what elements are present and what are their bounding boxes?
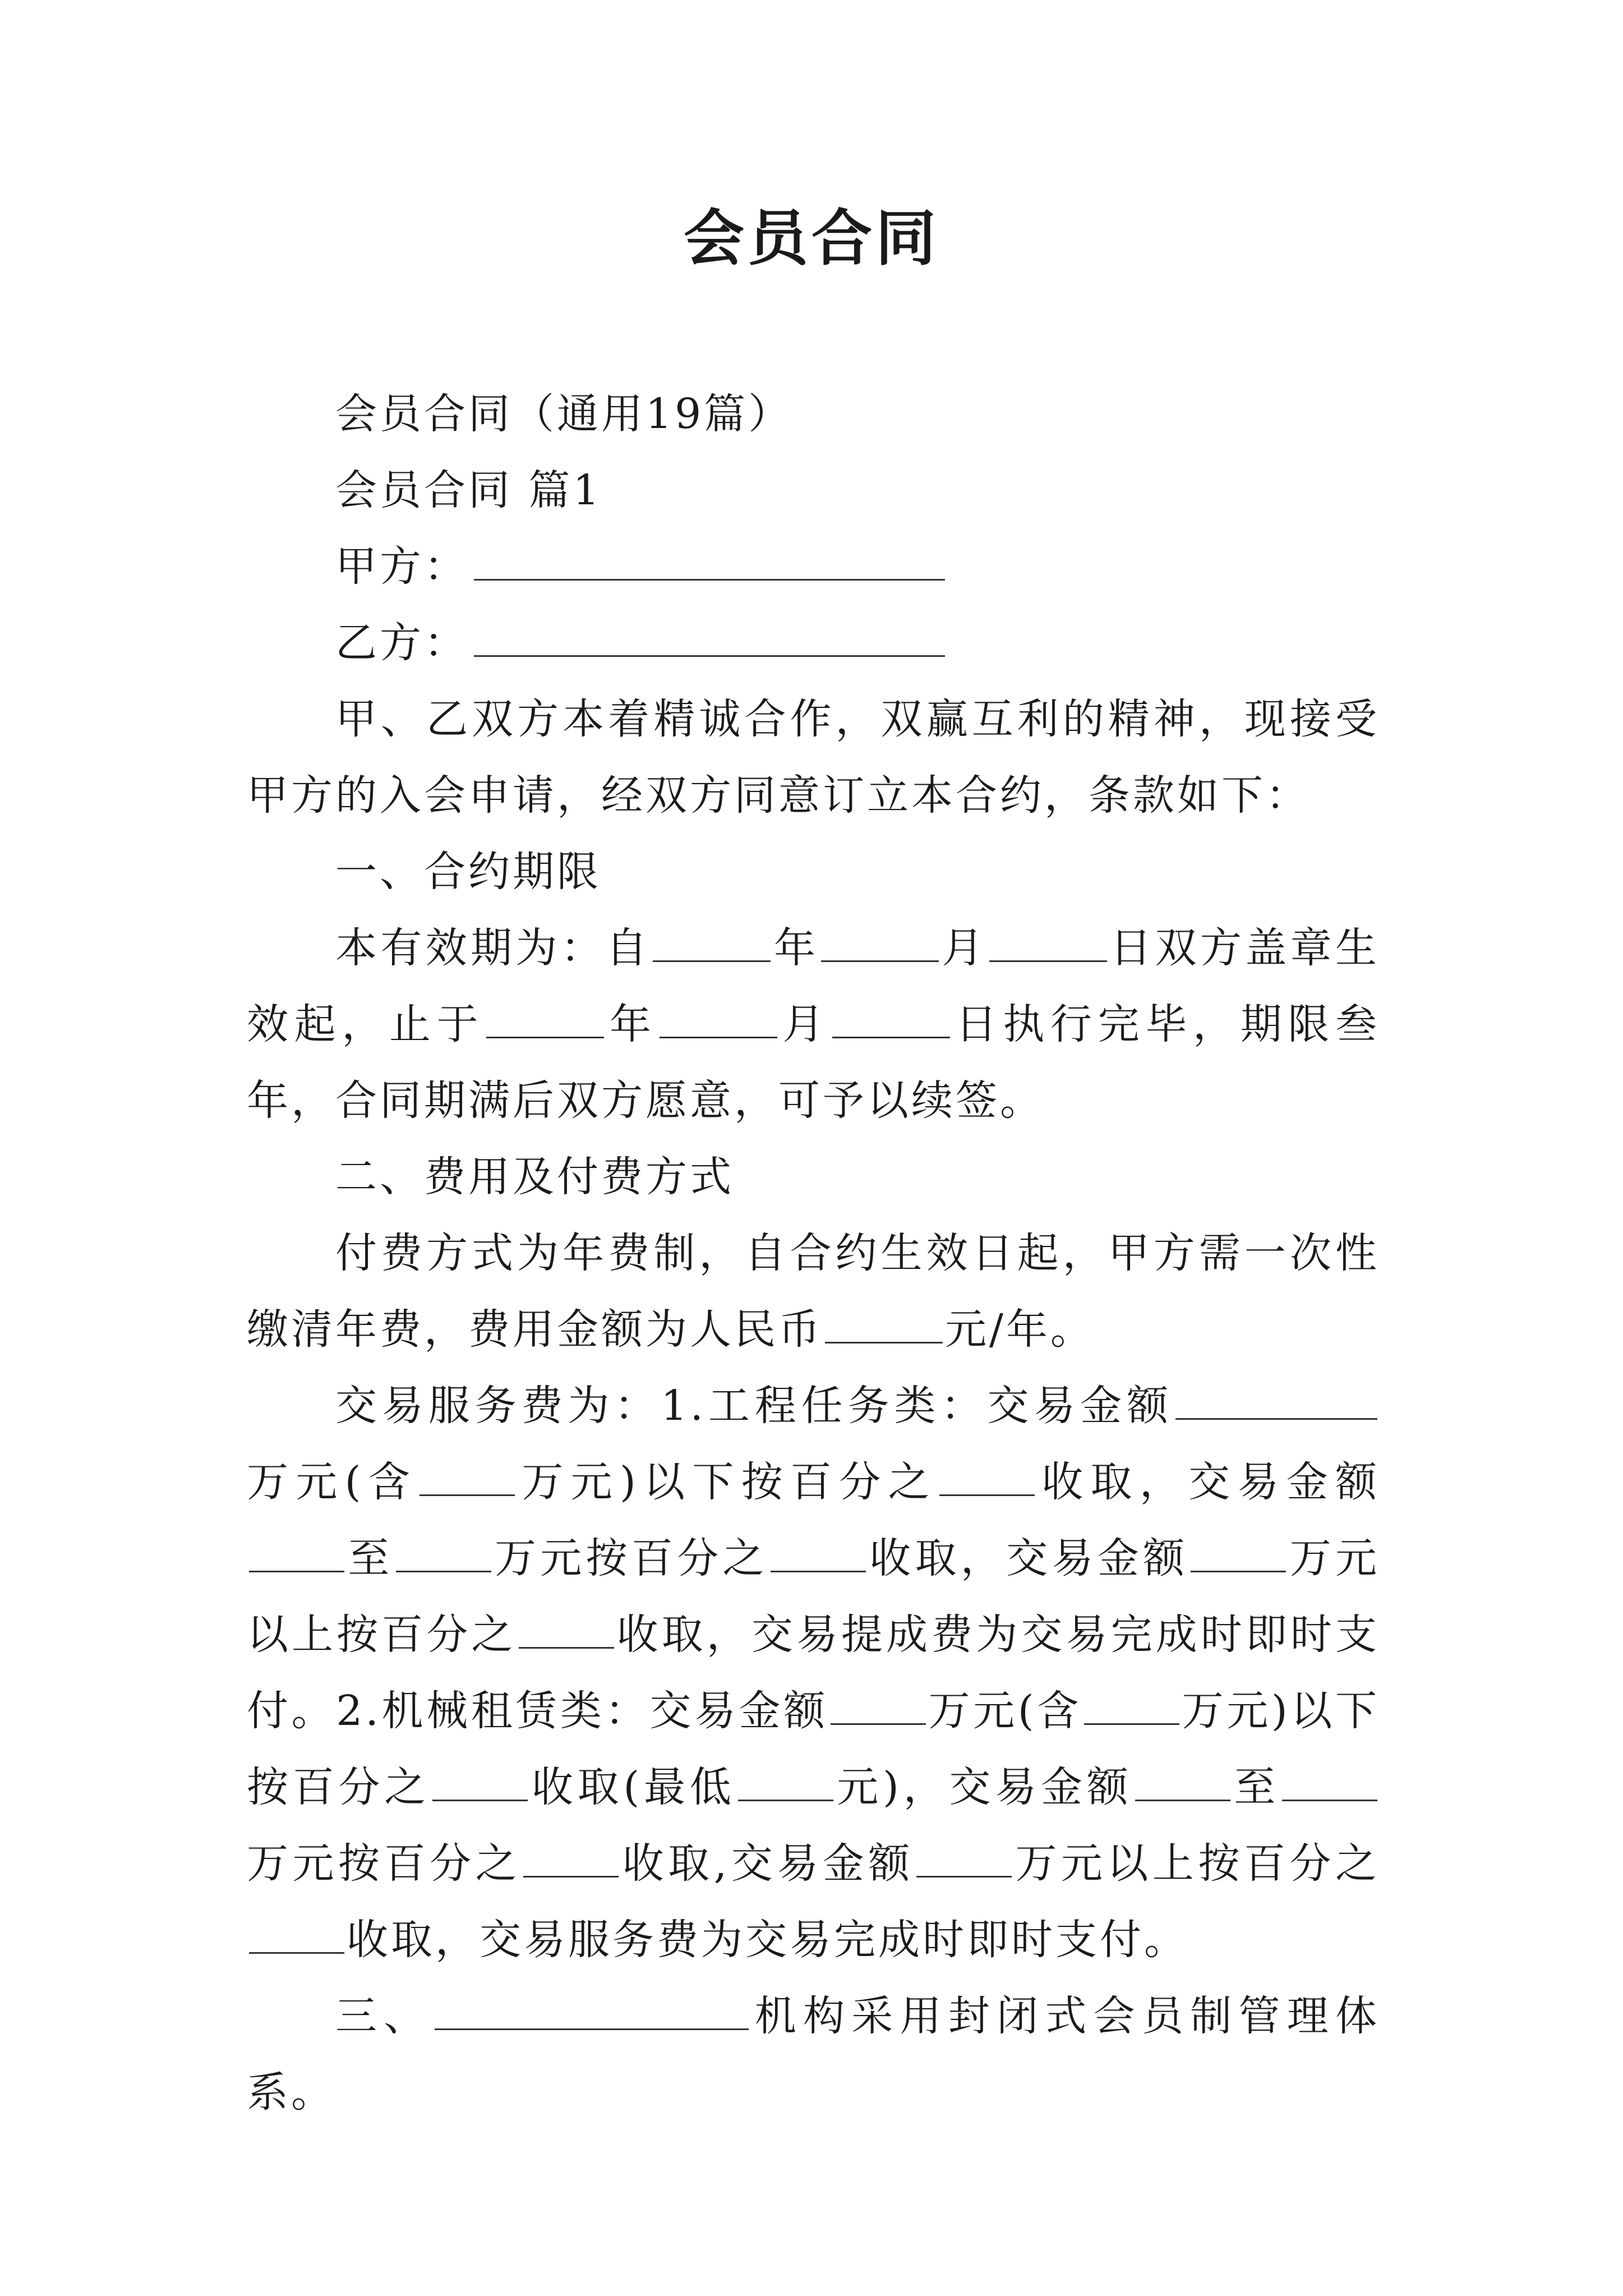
text-run: 收取，交易服务费为交易完成时即时支付。 xyxy=(347,1916,1188,1964)
text-run: 日执行完毕，期限叁年，合同期满后双方愿意，可予以续签。 xyxy=(247,1000,1380,1125)
document-title: 会员合同 xyxy=(683,203,939,274)
party-b-label: 乙方： xyxy=(335,619,468,667)
blank-line xyxy=(435,1994,749,2030)
blank-line xyxy=(1191,1536,1286,1572)
text-run: 本有效期为：自 xyxy=(335,924,651,972)
text-run: 机构采用封闭式会员制管理体系。 xyxy=(247,1992,1380,2116)
text-run: 月 xyxy=(941,924,987,972)
blank-line xyxy=(916,1841,1012,1878)
text-run: 三、 xyxy=(335,1992,432,2040)
text-run: 万元以上按百分之 xyxy=(1013,1839,1380,1888)
blank-line xyxy=(519,1612,614,1649)
blank-line xyxy=(825,1307,943,1343)
blank-line xyxy=(1084,1688,1179,1725)
blank-line xyxy=(653,926,771,962)
blank-line xyxy=(486,1002,604,1038)
clause-2-service-paragraph xyxy=(247,1368,1380,1978)
text-run: 至 xyxy=(1232,1763,1280,1811)
clause-1-title: 一、合约期限 xyxy=(335,848,601,896)
blank-line xyxy=(432,1765,528,1801)
blank-line xyxy=(831,1688,926,1725)
document-subtitle: 会员合同（通用19篇） xyxy=(335,390,793,438)
blank-line xyxy=(1135,1765,1230,1801)
text-run: 年 xyxy=(606,1000,657,1048)
text-run: 万元以上按百分之 xyxy=(247,1534,1380,1659)
party-a-label: 甲方： xyxy=(335,542,468,591)
blank-line xyxy=(821,926,939,962)
blank-line xyxy=(989,926,1107,962)
text-run: 交易服务费为：1.工程任务类：交易金额 xyxy=(335,1382,1173,1430)
text-run: 收取，交易金额 xyxy=(868,1534,1189,1582)
text-run: 万元按百分之 xyxy=(493,1534,768,1582)
blank-line xyxy=(660,1002,777,1038)
text-run: 收取，交易提成费为交易完成时即时支付。2.机械租赁类：交易金额 xyxy=(247,1611,1380,1735)
party-a-line xyxy=(247,528,1380,605)
text-run: 至 xyxy=(347,1534,394,1582)
text-run: 收取(最低 xyxy=(530,1763,736,1811)
clause-2-fee-paragraph xyxy=(247,1215,1380,1368)
clause-1-paragraph xyxy=(247,910,1380,1139)
blank-line xyxy=(1175,1383,1377,1420)
blank-line xyxy=(523,1841,619,1878)
text-run: 万元按百分之 xyxy=(247,1839,522,1888)
text-run: 收取，交易金额 xyxy=(1036,1458,1380,1506)
text-run: 月 xyxy=(779,1000,831,1048)
text-run: 万元(含 xyxy=(247,1458,418,1506)
intro-paragraph: 甲、乙双方本着精诚合作，双赢互利的精神，现接受甲方的入会申请，经双方同意订立本合约，条款如下： xyxy=(247,695,1380,820)
party-b-line xyxy=(247,605,1380,681)
text-run: 付费方式为年费制，自合约生效日起，甲方需一次性缴清年费，费用金额为人民币 xyxy=(247,1229,1380,1354)
text-run: 元)，交易金额 xyxy=(835,1763,1133,1811)
blank-line xyxy=(249,1536,344,1572)
blank-line xyxy=(249,1917,344,1954)
blank-line xyxy=(419,1460,515,1496)
text-run: 元/年。 xyxy=(945,1305,1095,1354)
clause-2-title: 二、费用及付费方式 xyxy=(335,1153,734,1201)
blank-line xyxy=(738,1765,833,1801)
document-body xyxy=(247,376,1380,2131)
blank-line xyxy=(771,1536,866,1572)
blank-line xyxy=(939,1460,1035,1496)
party-a-blank xyxy=(474,545,945,581)
clause-3-paragraph xyxy=(247,1978,1380,2131)
text-run: 万元)以下按百分之 xyxy=(517,1458,937,1506)
text-run: 收取,交易金额 xyxy=(621,1839,914,1888)
blank-line xyxy=(1282,1765,1377,1801)
section-heading: 会员合同 篇1 xyxy=(335,466,602,514)
text-run: 日双方盖章生效起，止于 xyxy=(247,924,1380,1048)
blank-line xyxy=(396,1536,491,1572)
blank-line xyxy=(832,1002,950,1038)
text-run: 万元)以下按百分之 xyxy=(247,1687,1380,1811)
party-b-blank xyxy=(474,622,945,657)
text-run: 万元(含 xyxy=(928,1687,1082,1735)
text-run: 年 xyxy=(773,924,819,972)
